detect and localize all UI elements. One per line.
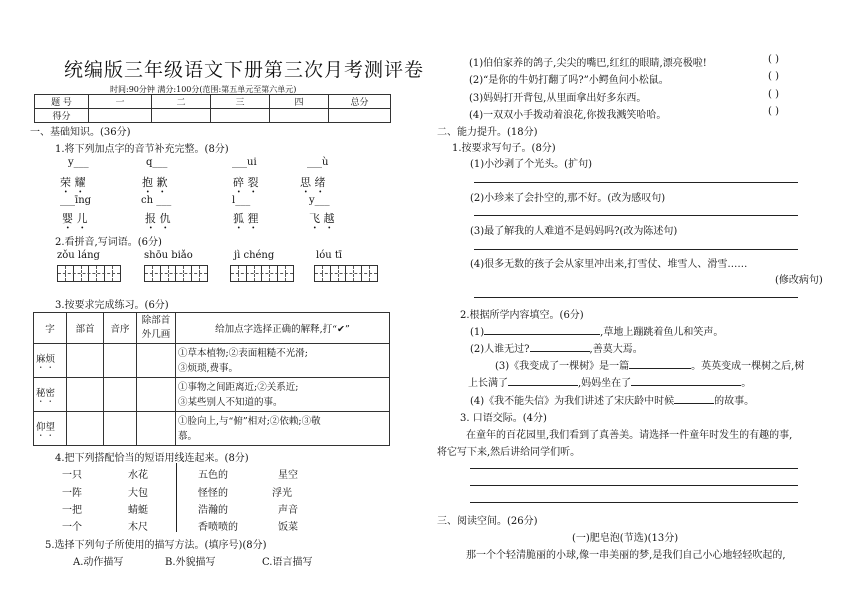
rewrite-item: (2)小珍来了会扑空的,那不好。(改为感叹句) bbox=[470, 193, 666, 204]
fill-text: 上长满了 bbox=[468, 378, 508, 389]
answer-cell[interactable] bbox=[137, 412, 176, 446]
fill-text: ,草地上蹦跳着鱼儿和笑声。 bbox=[600, 327, 724, 338]
answer-line[interactable] bbox=[474, 297, 798, 298]
match-item[interactable]: 一个 bbox=[62, 522, 82, 533]
match-item[interactable]: 水花 bbox=[128, 470, 148, 481]
prompt-text: 将它写下来,然后讲给同学们听。 bbox=[437, 447, 581, 458]
pinyin-blank[interactable]: q___ bbox=[146, 157, 168, 168]
fill-text: (1) bbox=[470, 327, 485, 338]
option-line: ①脸向上,与“俯”相对;②依赖;③敬 bbox=[178, 415, 321, 427]
answer-line[interactable] bbox=[474, 215, 798, 216]
match-item[interactable]: 木尺 bbox=[128, 522, 148, 533]
rewrite-item: (1)小沙剥了个光头。(扩句) bbox=[470, 159, 592, 170]
score-header: 总分 bbox=[329, 95, 391, 109]
fill-text: 。英英变成一棵树之后,树 bbox=[691, 361, 805, 372]
fill-text: (2)人谁无过? bbox=[470, 344, 530, 355]
writing-grid[interactable] bbox=[230, 265, 294, 282]
rewrite-note: (修改病句) bbox=[775, 275, 823, 286]
answer-cell[interactable] bbox=[67, 378, 104, 412]
match-item[interactable]: 一阵 bbox=[62, 488, 82, 499]
fill-text: (3)《我变成了一棵树》是一篇 bbox=[495, 361, 630, 372]
exam-meta: 时间:90分钟 满分:100分(范围:第五单元至第六单元) bbox=[110, 85, 297, 94]
q2-3-label: 3. 口语交际。(4分) bbox=[460, 413, 547, 424]
word: 抱 歉 bbox=[142, 176, 168, 189]
match-item[interactable]: 星空 bbox=[278, 470, 298, 481]
match-item[interactable]: 怪怪的 bbox=[198, 488, 228, 499]
pinyin-blank[interactable]: y___ bbox=[309, 195, 330, 206]
answer-line[interactable] bbox=[470, 468, 798, 469]
option-line: 慕。 bbox=[178, 430, 198, 442]
answer-cell[interactable] bbox=[67, 344, 104, 378]
table-header: 除部首外几画 bbox=[137, 313, 176, 344]
fill-blank[interactable] bbox=[508, 385, 578, 386]
pinyin-blank[interactable]: ___īng bbox=[60, 195, 92, 206]
answer-paren[interactable]: ( ) bbox=[768, 89, 779, 100]
fill-blank[interactable] bbox=[530, 351, 590, 352]
score-header: 二 bbox=[152, 95, 211, 109]
match-item[interactable]: 浩瀚的 bbox=[198, 505, 228, 516]
word: 思 绪 bbox=[300, 176, 326, 189]
rewrite-item: (3)最了解我的人难道不是妈妈吗?(改为陈述句) bbox=[470, 226, 678, 237]
answer-line[interactable] bbox=[474, 182, 798, 183]
match-item[interactable]: 饭菜 bbox=[278, 522, 298, 533]
word: 报 仇 bbox=[145, 212, 171, 225]
answer-cell[interactable] bbox=[104, 412, 137, 446]
match-item[interactable]: 一把 bbox=[62, 505, 82, 516]
pinyin-blank[interactable]: ___ù bbox=[307, 157, 329, 168]
q1-label: 1.将下列加点字的音节补充完整。(8分) bbox=[55, 144, 229, 155]
q2-label: 2.看拼音,写词语。(6分) bbox=[55, 237, 162, 248]
answer-cell[interactable] bbox=[137, 378, 176, 412]
page-title: 统编版三年级语文下册第三次月考测评卷 bbox=[64, 59, 425, 81]
pinyin-prompt: zǒu láng bbox=[57, 250, 100, 261]
option: A.动作描写 bbox=[73, 557, 124, 568]
answer-paren[interactable]: ( ) bbox=[768, 106, 779, 117]
section-2-heading: 二、能力提升。(18分) bbox=[437, 127, 538, 138]
pinyin-blank[interactable]: y___ bbox=[68, 157, 89, 168]
table-header: 音序 bbox=[104, 313, 137, 344]
q4-label: 4.把下列搭配恰当的短语用线连起来。(8分) bbox=[55, 453, 249, 464]
word: 飞 越 bbox=[309, 212, 335, 225]
match-item[interactable]: 声音 bbox=[278, 505, 298, 516]
match-item[interactable]: 一只 bbox=[62, 470, 82, 481]
option-line: ③烦琐,费事。 bbox=[178, 362, 239, 374]
table-header: 给加点字选择正确的解释,打“✔” bbox=[176, 313, 390, 344]
pinyin-prompt: jì chéng bbox=[234, 250, 275, 261]
fill-line bbox=[495, 357, 804, 372]
writing-grid[interactable] bbox=[144, 265, 208, 282]
sentence: (4)一双双小手拨动着浪花,你拨我溅笑哈哈。 bbox=[469, 110, 667, 121]
fill-blank[interactable] bbox=[629, 368, 691, 369]
score-cell[interactable] bbox=[270, 109, 329, 123]
answer-cell[interactable] bbox=[104, 344, 137, 378]
writing-grid[interactable] bbox=[57, 265, 121, 282]
passage-text: 那一个个轻清脆丽的小球,像一串美丽的梦,是我们自己小心地轻轻吹起的, bbox=[466, 550, 786, 561]
match-item[interactable]: 大包 bbox=[128, 488, 148, 499]
match-item[interactable]: 蜻蜓 bbox=[128, 505, 148, 516]
option-line: ①草本植物;②表面粗糙不光滑; bbox=[178, 347, 308, 359]
fill-text: 。 bbox=[741, 378, 752, 389]
match-item[interactable]: 浮光 bbox=[272, 488, 292, 499]
option: C.语言描写 bbox=[262, 557, 313, 568]
fill-line bbox=[470, 340, 643, 355]
section-3-heading: 三、阅读空间。(26分) bbox=[437, 516, 538, 527]
fill-text: ,善莫大焉。 bbox=[589, 344, 643, 355]
prompt-text: 在童年的百花园里,我们看到了真善美。请选择一件童年时发生的有趣的事, bbox=[466, 430, 793, 441]
fill-blank[interactable] bbox=[484, 334, 600, 335]
score-cell[interactable] bbox=[211, 109, 270, 123]
match-item[interactable]: 香喷喷的 bbox=[198, 522, 238, 533]
section-1-heading: 一、基础知识。(36分) bbox=[30, 127, 131, 138]
option: B.外貌描写 bbox=[165, 557, 216, 568]
score-header: 题 号 bbox=[35, 95, 89, 109]
pinyin-blank[interactable]: l___ bbox=[232, 195, 251, 206]
answer-paren[interactable]: ( ) bbox=[768, 54, 779, 65]
score-table bbox=[34, 94, 391, 123]
score-cell[interactable] bbox=[89, 109, 152, 123]
fill-line bbox=[468, 374, 751, 389]
fill-text: 的故事。 bbox=[714, 396, 755, 407]
table-header: 部首 bbox=[67, 313, 104, 344]
q2-1-label: 1.按要求写句子。(8分) bbox=[452, 143, 556, 154]
sentence: (3)妈妈打开背包,从里面拿出好多东西。 bbox=[469, 93, 647, 104]
score-header: 四 bbox=[270, 95, 329, 109]
word: 荣 耀 bbox=[60, 176, 86, 189]
match-item[interactable]: 五色的 bbox=[198, 470, 228, 481]
divider bbox=[176, 463, 177, 532]
exercise-table bbox=[33, 312, 390, 446]
passage-title: (一)肥皂泡(节选)(13分) bbox=[572, 533, 679, 544]
pinyin-blank[interactable]: ch ___ bbox=[141, 195, 172, 206]
table-header: 字 bbox=[34, 313, 67, 344]
fill-line bbox=[470, 323, 723, 338]
answer-line[interactable] bbox=[474, 249, 798, 250]
pinyin-prompt: shōu biǎo bbox=[144, 250, 193, 261]
rewrite-item: (4)很多无数的孩子会从家里冲出来,打雪仗、堆雪人、滑雪…… bbox=[470, 259, 748, 270]
q5-label: 5.选择下列句子所使用的描写方法。(填序号)(8分) bbox=[45, 540, 267, 551]
pinyin-prompt: lóu tī bbox=[316, 250, 343, 261]
score-row-label: 得分 bbox=[35, 109, 89, 123]
answer-cell[interactable] bbox=[137, 344, 176, 378]
answer-cell[interactable] bbox=[67, 412, 104, 446]
score-cell[interactable] bbox=[152, 109, 211, 123]
sentence: (1)伯伯家养的鸽子,尖尖的嘴巴,红红的眼睛,漂亮极啦! bbox=[469, 58, 707, 69]
fill-blank[interactable] bbox=[674, 403, 714, 404]
fill-blank[interactable] bbox=[631, 385, 741, 386]
score-header: 一 bbox=[89, 95, 152, 109]
fill-text: (4)《我不能失信》为我们讲述了宋庆龄中时候 bbox=[470, 396, 675, 407]
table-char: 秘密 bbox=[34, 378, 67, 412]
writing-grid[interactable] bbox=[314, 265, 378, 282]
word: 婴 儿 bbox=[62, 212, 88, 225]
option-line: ③某些别人不知道的事。 bbox=[178, 396, 283, 408]
fill-text: ,妈妈坐在了 bbox=[578, 378, 632, 389]
answer-line[interactable] bbox=[470, 485, 798, 486]
score-header: 三 bbox=[211, 95, 270, 109]
sentence: (2)“是你的牛奶打翻了吗?”小鳄鱼问小松鼠。 bbox=[469, 75, 669, 86]
answer-cell[interactable] bbox=[104, 378, 137, 412]
answer-paren[interactable]: ( ) bbox=[768, 71, 779, 82]
word: 碎 裂 bbox=[233, 176, 259, 189]
word: 狐 狸 bbox=[233, 212, 259, 225]
table-char: 麻烦 bbox=[34, 344, 67, 378]
fill-line bbox=[470, 392, 754, 407]
pinyin-blank[interactable]: ___ui bbox=[232, 157, 257, 168]
table-char: 仰望 bbox=[34, 412, 67, 446]
option-line: ①事物之间距离近;②关系近; bbox=[178, 381, 299, 393]
answer-line[interactable] bbox=[470, 502, 798, 503]
q2-2-label: 2.根据所学内容填空。(6分) bbox=[460, 310, 584, 321]
score-cell[interactable] bbox=[329, 109, 391, 123]
q3-label: 3.按要求完成练习。(6分) bbox=[55, 300, 169, 311]
